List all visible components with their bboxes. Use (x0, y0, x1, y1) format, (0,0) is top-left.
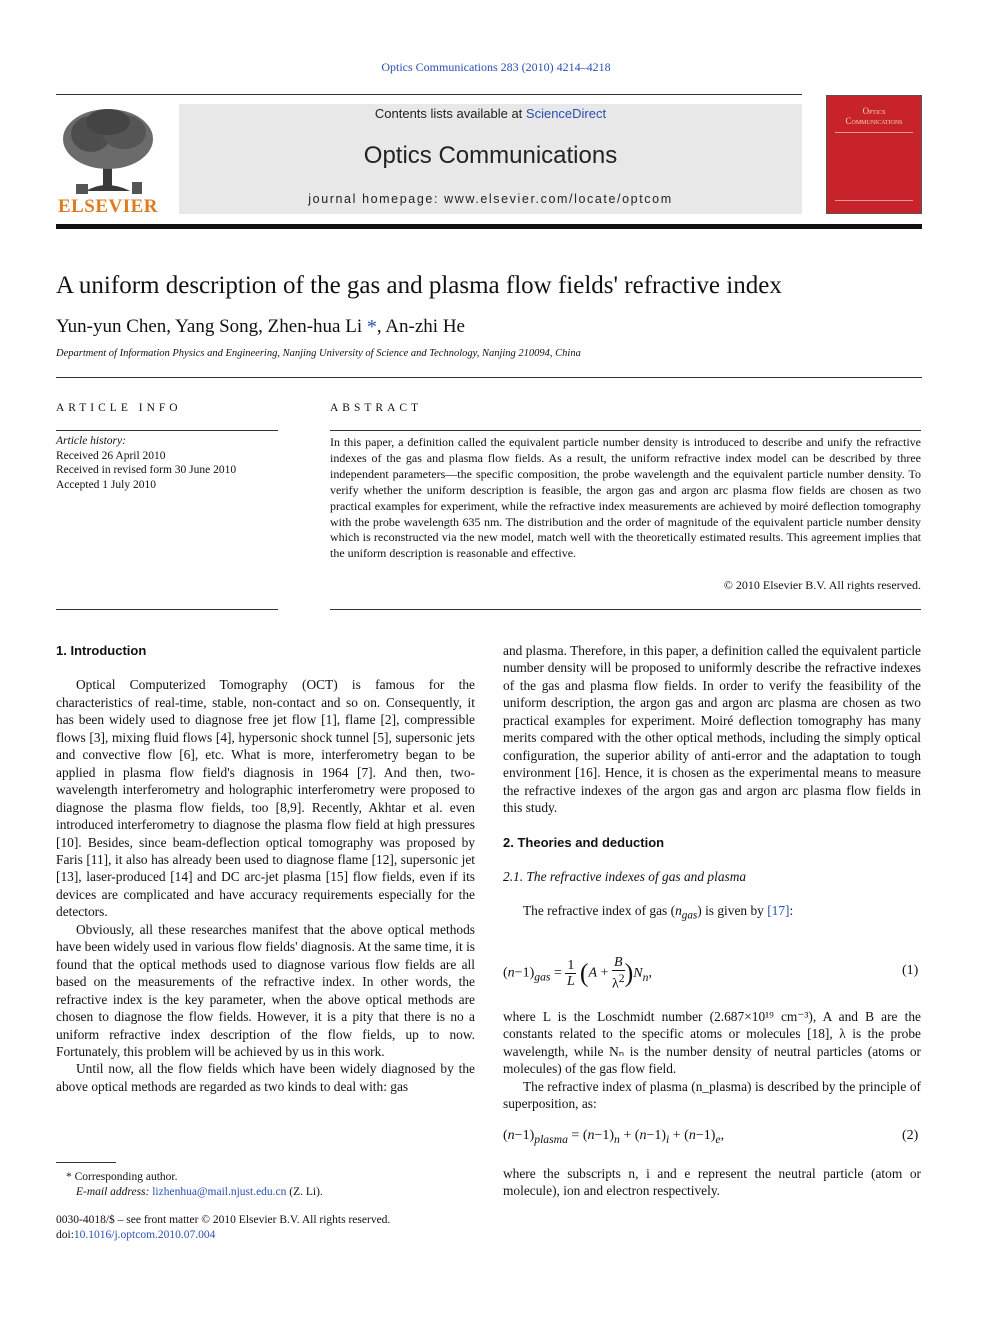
left-column (56, 642, 475, 1095)
accepted-date: Accepted 1 July 2010 (56, 478, 156, 491)
equation-2: $(n-1)_{plasma} = (n-1)_n + (n-1)_i + (n-1)_e$, (503, 1128, 725, 1146)
contents-available-line (179, 106, 802, 121)
doi-link[interactable]: 10.1016/j.optcom.2010.07.004 (73, 1229, 216, 1241)
contents-prefix: Contents lists available at (374, 106, 526, 121)
cover-title: Optics Communications (845, 106, 903, 126)
journal-citation[interactable]: Optics Communications 283 (2010) 4214–4218 (381, 60, 611, 74)
header-thick-rule (56, 224, 922, 229)
received-date: Received 26 April 2010 (56, 449, 166, 462)
corresponding-author-marker[interactable]: * (366, 316, 377, 338)
journal-name: Optics Communications (363, 142, 618, 169)
journal-homepage[interactable]: journal homepage: www.elsevier.com/locate/optcom (308, 192, 673, 206)
plasma-intro: The refractive index of plasma (n_plasma) is described by the principle of superposition, as: (503, 1078, 921, 1112)
elsevier-wordmark: ELSEVIER (57, 196, 159, 217)
equation-1-explanation: where L is the Loschmidt number (2.687×10¹⁹ cm⁻³), A and B are the constants related to the specific atoms or molecules [18], λ is the probe wavelength, while Nₙ is the number density of neutral particles (atoms or molecules) of the gas flow field. (503, 1009, 921, 1077)
footnote-rule (56, 1162, 116, 1163)
abstract-copyright: © 2010 Elsevier B.V. All rights reserved. (723, 578, 921, 592)
sciencedirect-link[interactable]: ScienceDirect (525, 106, 607, 121)
journal-cover-thumbnail[interactable] (826, 95, 922, 214)
article-info-bottom-rule (56, 609, 278, 610)
article-title: A uniform description of the gas and plasma flow fields' refractive index (56, 272, 782, 299)
right-column (503, 642, 921, 926)
title-divider (56, 377, 922, 378)
email-link[interactable]: lizhenhua@mail.njust.edu.cn (152, 1186, 287, 1198)
gas-intro: The refractive index of gas $(n_{gas})$ is given by [17]: (523, 903, 794, 923)
reference-link[interactable]: [17] (767, 903, 790, 919)
article-info-rule (56, 430, 278, 431)
article-history (56, 434, 278, 492)
equation-2-explanation: where the subscripts n, i and e represent the neutral particle (atom or molecule), ion and electron respectively. (503, 1166, 921, 1199)
abstract-text: In this paper, a definition called the equivalent particle number density is introduced to describe and unify the refractive indexes of the gas and plasma flow fields. As a result, the uniform refractive index model can be described by three independent parameters—the specific composition, the probe wavelength and the equivalent particle number density. To verify whether the uniform description is feasible, the argon gas and argon arc plasma flow fields are chosen as two practical examples for experiment, while the refractive index measurements are achieved by moiré deflection tomography with the probe wavelength 635 nm. The distribution and the order of magnitude of the equivalent particle number density which is reconstructed via the new model, match well with the theoretically estimated results. This agreement implies that the uniform description is reasonable and effective. (330, 435, 921, 561)
header-top-rule (56, 94, 802, 95)
article-info-label: ARTICLE INFO (56, 402, 182, 414)
abstract-label: ABSTRACT (330, 402, 423, 414)
issn-line: 0030-4018/$ – see front matter © 2010 Elsevier B.V. All rights reserved. (56, 1214, 391, 1226)
equation-1-number: (1) (902, 963, 919, 978)
cover-divider (835, 132, 913, 133)
affiliation: Department of Information Physics and Engineering, Nanjing University of Science and Technology, Nanjing 210094, China (56, 348, 581, 359)
abstract-bottom-rule (330, 609, 921, 610)
section-2-1-heading: 2.1. The refractive indexes of gas and plasma (503, 868, 747, 884)
intro-paragraph-1: Optical Computerized Tomography (OCT) is famous for the characteristics of real-time, stable, non-contact and so on. Consequently, it has been widely used to diagnose free jet flow [1], flame [2], compressible flows [3], mixing fluid flows [4], hypersonic shock tunnel [5], supersonic jets and convective flow [6], etc. What is more, interferometry began to be applied in plasma flow field's diagnosis in 1964 [7]. And then, two-wavelength interferometry and holographic interferometry were proposed to diagnose the plasma flow fields, too [8,9]. Recently, Akhtar et al. even introduced interferometry to diagnose the plasma flow field at high pressures [10]. Besides, since beam-deflection optical tomography was proposed by Faris [11], it also has already been used to diagnose flame [12], supersonic jet [13], laser-produced [14] and DC arc-jet plasma [15] flow fields, even if its devices are complicated and have accuracy requirements especially for the detectors. (56, 677, 475, 920)
section-1-heading: 1. Introduction (56, 643, 147, 658)
email-note: E-mail address: lizhenhua@mail.njust.edu.cn (Z. Li). (76, 1186, 323, 1198)
equation-2-number: (2) (902, 1128, 919, 1143)
abstract-rule (330, 430, 921, 431)
section-2-heading: 2. Theories and deduction (503, 834, 665, 850)
doi-line: doi:10.1016/j.optcom.2010.07.004 (56, 1229, 216, 1241)
corresponding-author-note: * Corresponding author. (66, 1171, 178, 1183)
right-column-end (503, 1165, 921, 1200)
revised-date: Received in revised form 30 June 2010 (56, 464, 237, 476)
intro-paragraph-3: Until now, all the flow fields which have been widely diagnosed by the above optical methods are regarded as two kinds to deal with: gas (56, 1061, 475, 1094)
intro-paragraph-2: Obviously, all these researches manifest that the above optical methods have been widely used in various flow fields' diagnosis. At the same time, it is found that the optical methods used to diagnose various flow fields are all based on the measurements of the refractive index. In other words, the refractive index is the key parameter, when the above optical methods are chosen to diagnose the flow fields. However, it is a pity that there is no a uniform refractive index description of the flow fields, up to now. Fortunately, this problem will be achieved by us in this work. (56, 921, 475, 1059)
right-paragraph-1: and plasma. Therefore, in this paper, a definition called the equivalent particle number density will be proposed to uniformly describe the refractive indexes of the gas and plasma flow fields. In order to verify the feasibility of the uniform description, the argon gas and argon arc plasma are chosen as two practical examples for experiment. Moiré deflection tomography has many merits compared with the other optical methods, including the simply optical configuration, the superior ability of anti-error and the adaptation to tough environment [16]. Hence, it is chosen as the experimental means to measure the refractive indexes of the argon gas and argon arc plasma flow fields in this study. (503, 643, 921, 816)
author-list: Yun-yun Chen, Yang Song, Zhen-hua Li *, An-zhi He (56, 316, 465, 338)
history-label: Article history: (56, 435, 126, 447)
right-column-lower (503, 1008, 921, 1113)
equation-1: $(n-1)_{gas}$ = $\frac{1}{L}$ (A + $\frac{B}{\lambda^2}$ )$N_n$, (503, 955, 652, 992)
cover-divider (835, 200, 913, 201)
